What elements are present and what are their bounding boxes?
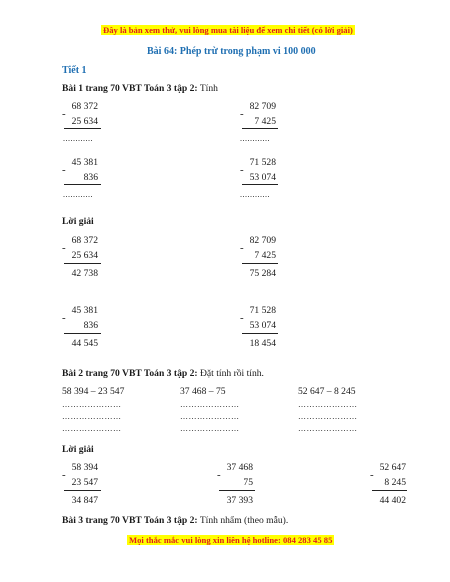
- ex1-s1-result: 42 738: [71, 268, 98, 279]
- ex1-p3-minuend: 45 381: [71, 157, 98, 168]
- ex1-s2-subtrahend: 7 425: [254, 250, 276, 261]
- ex2-s3-minuend: 52 647: [379, 462, 406, 473]
- ex1-s4-minuend: 71 528: [249, 305, 276, 316]
- ex2-s3-line: [372, 490, 407, 491]
- ex2-s2-line: [219, 490, 255, 491]
- ex2-blank-2c: …………………: [180, 424, 240, 433]
- section-title: Tiết 1: [62, 65, 87, 76]
- ex2-blank-1b: …………………: [62, 412, 122, 421]
- ex1-s1-minus-sign: -: [62, 242, 66, 254]
- ex2-blank-3a: …………………: [298, 400, 358, 409]
- ex1-s3-line: [64, 333, 101, 334]
- ex2-s3-result: 44 402: [379, 495, 406, 506]
- exercise-1-heading: [62, 83, 218, 94]
- ex1-p2-minus-sign: -: [240, 108, 244, 120]
- ex1-s4-subtrahend: 53 074: [249, 320, 276, 331]
- ex1-p1-subtrahend: 25 634: [71, 116, 98, 127]
- ex2-s2-minus-sign: -: [217, 469, 221, 481]
- ex2-blank-2b: …………………: [180, 412, 240, 421]
- ex2-s1-minuend: 58 394: [71, 462, 98, 473]
- ex1-p3-subtrahend: 836: [83, 172, 98, 183]
- ex2-s3-minus-sign: -: [370, 469, 374, 481]
- ex1-p3-answer-blank: ............: [63, 190, 93, 199]
- ex2-s2-subtrahend: 75: [243, 477, 253, 488]
- ex1-s3-minuend: 45 381: [71, 305, 98, 316]
- ex2-expression-2: 37 468 – 75: [180, 386, 226, 397]
- ex1-p1-answer-blank: ............: [63, 134, 93, 143]
- ex2-blank-2a: …………………: [180, 400, 240, 409]
- ex2-blank-3c: …………………: [298, 424, 358, 433]
- ex1-s3-result: 44 545: [71, 338, 98, 349]
- preview-banner: Đây là bản xem thử, vui lòng mua tài liệu để xem chi tiết (có lời giải): [103, 25, 353, 35]
- ex1-s4-minus-sign: -: [240, 312, 244, 324]
- ex2-solution-label: Lời giải: [62, 444, 94, 455]
- exercise-3-heading: [62, 515, 288, 526]
- ex2-s1-result: 34 847: [71, 495, 98, 506]
- exercise-2-heading: [62, 368, 264, 379]
- ex2-expression-3: 52 647 – 8 245: [298, 386, 356, 397]
- ex1-s4-line: [242, 333, 278, 334]
- ex1-p3-line: [64, 184, 101, 185]
- ex2-blank-1c: …………………: [62, 424, 122, 433]
- ex1-s2-minus-sign: -: [240, 242, 244, 254]
- ex1-p4-minus-sign: -: [240, 164, 244, 176]
- exercise-3-instruction: Tính nhẩm (theo mẫu).: [197, 515, 289, 526]
- ex2-blank-3b: …………………: [298, 412, 358, 421]
- ex2-s2-minuend: 37 468: [226, 462, 253, 473]
- ex1-p2-line: [242, 128, 278, 129]
- ex1-s4-result: 18 454: [249, 338, 276, 349]
- ex1-s2-result: 75 284: [249, 268, 276, 279]
- ex2-s2-result: 37 393: [226, 495, 253, 506]
- ex1-p4-line: [242, 184, 278, 185]
- exercise-2-instruction: Đặt tính rồi tính.: [197, 368, 264, 379]
- ex1-p4-subtrahend: 53 074: [249, 172, 276, 183]
- ex1-s1-line: [64, 263, 101, 264]
- ex1-s3-subtrahend: 836: [83, 320, 98, 331]
- ex1-s3-minus-sign: -: [62, 312, 66, 324]
- ex1-s1-minuend: 68 372: [71, 235, 98, 246]
- ex1-s2-minuend: 82 709: [249, 235, 276, 246]
- ex1-p1-minuend: 68 372: [71, 101, 98, 112]
- hotline-banner: Mọi thắc mắc vui lòng xin liên hệ hotline: 084 283 45 85: [129, 535, 333, 545]
- ex1-p2-minuend: 82 709: [249, 101, 276, 112]
- ex1-p1-line: [64, 128, 101, 129]
- ex1-p4-answer-blank: ............: [240, 190, 270, 199]
- ex1-p4-minuend: 71 528: [249, 157, 276, 168]
- ex2-s1-subtrahend: 23 547: [71, 477, 98, 488]
- ex1-p2-answer-blank: ............: [240, 134, 270, 143]
- ex2-blank-1a: …………………: [62, 400, 122, 409]
- ex1-p3-minus-sign: -: [62, 164, 66, 176]
- ex2-s1-minus-sign: -: [62, 469, 66, 481]
- ex2-s3-subtrahend: 8 245: [384, 477, 406, 488]
- ex1-s1-subtrahend: 25 634: [71, 250, 98, 261]
- ex2-expression-1: 58 394 – 23 547: [62, 386, 125, 397]
- exercise-3-label: Bài 3 trang 70 VBT Toán 3 tập 2:: [62, 515, 198, 526]
- ex1-s2-line: [242, 263, 278, 264]
- exercise-2-label: Bài 2 trang 70 VBT Toán 3 tập 2:: [62, 368, 198, 379]
- exercise-1-label: Bài 1 trang 70 VBT Toán 3 tập 2:: [62, 83, 198, 94]
- ex1-p2-subtrahend: 7 425: [254, 116, 276, 127]
- exercise-1-instruction: Tính: [197, 83, 218, 94]
- page-title: Bài 64: Phép trừ trong phạm vi 100 000: [147, 46, 316, 57]
- ex1-solution-label: Lời giải: [62, 216, 94, 227]
- ex1-p1-minus-sign: -: [62, 108, 66, 120]
- ex2-s1-line: [64, 490, 101, 491]
